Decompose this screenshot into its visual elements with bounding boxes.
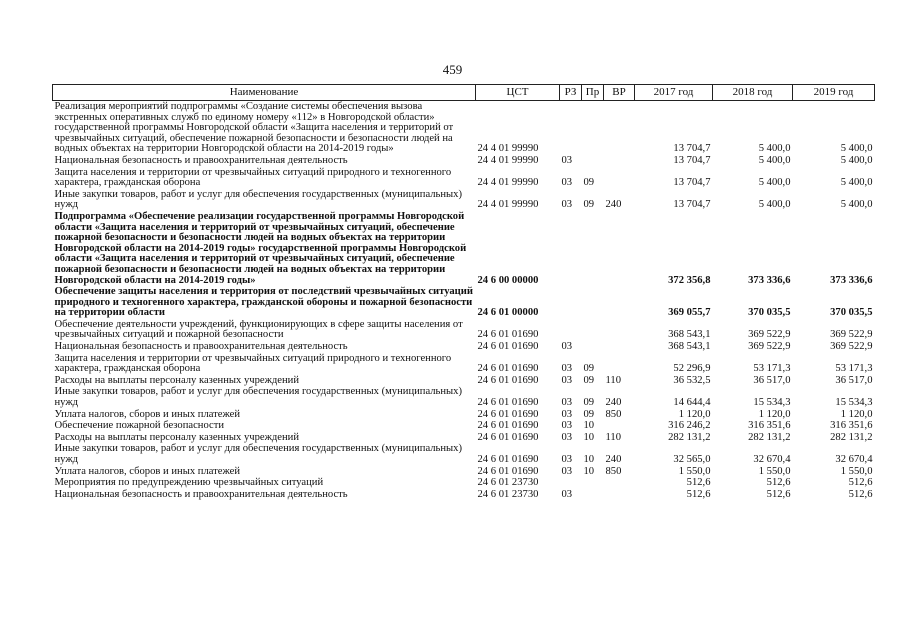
table-row [53, 443, 875, 465]
cell-2018: 5 400,0 [758, 199, 791, 211]
cell-pr [582, 477, 604, 489]
table-row [53, 386, 875, 408]
header-cst: ЦСТ [476, 85, 560, 101]
cell-pr: 10 [583, 431, 595, 443]
cell-cst: 24 4 01 99990 [477, 154, 539, 166]
cell-cst: 24 6 01 01690 [477, 341, 539, 353]
cell-name: Реализация мероприятий подпрограммы «Создание системы обеспечения вызова экстренных оперативных служб по единому номеру «112» в Новгородской области» государственной программы Новгородской области «Защита населения и территорий от чрезвычайных ситуаций, обеспечение пожарной безопасности и безопасности людей на водных объектах на территории Новгородской области на 2014-2019 годы» [54, 101, 454, 155]
cell-cst: 24 4 01 99990 [477, 199, 539, 211]
table-header-row [53, 85, 875, 101]
cell-cst: 24 6 01 23730 [477, 477, 539, 489]
header-name: Наименование [53, 85, 476, 101]
cell-name: Иные закупки товаров, работ и услуг для обеспечения государственных (муниципальных) нужд [54, 386, 462, 409]
cell-rz: 03 [561, 341, 573, 353]
cell-name: Национальная безопасность и правоохранительная деятельность [54, 341, 348, 353]
cell-cst: 24 6 01 01690 [477, 431, 539, 443]
cell-cst: 24 6 01 01690 [477, 363, 539, 375]
cell-rz [560, 319, 582, 341]
cell-2018: 1 550,0 [758, 465, 791, 477]
cell-pr: 09 [583, 408, 595, 420]
cell-2017: 32 565,0 [673, 454, 711, 465]
table-row [53, 167, 875, 189]
cell-name: Обеспечение пожарной безопасности [54, 420, 225, 432]
cell-2018: 53 171,3 [753, 363, 791, 375]
cell-2018: 369 522,9 [748, 341, 791, 353]
cell-2019: 15 534,3 [835, 397, 873, 409]
cell-2019: 5 400,0 [840, 143, 873, 155]
cell-vr: 240 [605, 199, 622, 211]
cell-vr [604, 489, 635, 501]
cell-pr: 10 [583, 465, 595, 477]
header-vr: ВР [604, 85, 635, 101]
cell-cst: 24 6 01 01690 [477, 454, 539, 465]
cell-2018: 5 400,0 [758, 143, 791, 155]
cell-cst: 24 6 01 01690 [477, 465, 539, 477]
cell-pr: 09 [583, 397, 595, 409]
cell-rz: 03 [561, 408, 573, 420]
cell-2018: 282 131,2 [748, 431, 791, 443]
cell-2019: 5 400,0 [840, 154, 873, 166]
cell-2017: 372 356,8 [668, 274, 711, 286]
cell-vr: 240 [605, 454, 622, 465]
cell-2018: 36 517,0 [753, 374, 791, 386]
cell-vr [604, 101, 635, 155]
cell-2017: 1 120,0 [678, 408, 711, 420]
cell-rz: 03 [561, 420, 573, 432]
cell-2017: 316 246,2 [668, 420, 711, 432]
cell-rz [560, 286, 582, 319]
cell-name: Расходы на выплаты персоналу казенных учреждений [54, 431, 299, 443]
cell-name: Уплата налогов, сборов и иных платежей [54, 465, 241, 477]
cell-vr [604, 319, 635, 341]
cell-2017: 368 543,1 [668, 341, 711, 353]
table-row [53, 375, 875, 387]
cell-rz: 03 [561, 374, 573, 386]
cell-vr: 850 [605, 465, 622, 477]
cell-rz: 03 [561, 363, 573, 375]
cell-2019: 5 400,0 [840, 199, 873, 211]
cell-vr: 850 [605, 408, 622, 420]
cell-pr [582, 155, 604, 167]
cell-2019: 36 517,0 [835, 374, 873, 386]
cell-2019: 282 131,2 [830, 431, 873, 443]
cell-cst: 24 6 01 23730 [477, 488, 539, 500]
cell-2019: 369 522,9 [830, 341, 873, 353]
cell-2019: 53 171,3 [835, 363, 873, 375]
table-row [53, 432, 875, 444]
cell-pr [582, 489, 604, 501]
cell-rz: 03 [561, 454, 573, 465]
cell-vr: 240 [605, 397, 622, 409]
cell-cst: 24 4 01 99990 [477, 143, 539, 155]
cell-name: Иные закупки товаров, работ и услуг для обеспечения государственных (муниципальных) нужд [54, 443, 462, 465]
cell-2018: 5 400,0 [758, 154, 791, 166]
cell-name: Национальная безопасность и правоохранительная деятельность [54, 488, 348, 500]
cell-2018: 15 534,3 [753, 397, 791, 409]
cell-vr [604, 420, 635, 432]
cell-cst: 24 6 01 00000 [477, 307, 539, 319]
cell-cst: 24 6 01 01690 [477, 408, 539, 420]
cell-2018: 369 522,9 [748, 329, 791, 341]
cell-rz: 03 [561, 431, 573, 443]
table-row [53, 211, 875, 286]
cell-2017: 52 296,9 [673, 363, 711, 375]
cell-2017: 13 704,7 [673, 199, 711, 211]
cell-pr [582, 341, 604, 353]
cell-2018: 512,6 [766, 477, 791, 489]
cell-cst: 24 6 00 00000 [477, 274, 539, 286]
cell-rz: 03 [561, 154, 573, 166]
cell-cst: 24 6 01 01690 [477, 420, 539, 432]
cell-vr: 110 [605, 374, 621, 386]
cell-2018: 32 670,4 [753, 454, 791, 465]
cell-name: Подпрограмма «Обеспечение реализации государственной программы Новгородской области «Защита населения и территорий от чрезвычайных ситуаций, обеспечение пожарной безопасности и безопасности людей на водных объектах на территории Новгородской области на 2014-2019 годы» государственной программы Новгородской области «Защита населения и территорий от чрезвычайных ситуаций, обеспечение пожарной безопасности и безопасности людей на водных объектах на территории Новгородской области на 2014-2019 годы» [54, 210, 467, 286]
cell-2017: 14 644,4 [673, 397, 711, 409]
cell-2019: 512,6 [848, 488, 873, 500]
cell-rz: 03 [561, 465, 573, 477]
cell-vr [604, 353, 635, 375]
table-row [53, 319, 875, 341]
cell-vr: 110 [605, 431, 621, 443]
cell-2018: 512,6 [766, 488, 791, 500]
cell-pr: 09 [583, 363, 595, 375]
cell-cst: 24 6 01 01690 [477, 329, 539, 341]
cell-2018: 1 120,0 [758, 408, 791, 420]
cell-name: Национальная безопасность и правоохранительная деятельность [54, 154, 348, 166]
cell-rz: 03 [561, 199, 573, 211]
cell-pr [582, 101, 604, 155]
cell-2017: 369 055,7 [668, 307, 711, 319]
header-2019: 2019 год [793, 85, 875, 101]
cell-vr [604, 341, 635, 353]
cell-2017: 368 543,1 [668, 329, 711, 341]
cell-pr [582, 211, 604, 286]
cell-2018: 370 035,5 [748, 307, 791, 319]
cell-rz [560, 477, 582, 489]
table-row [53, 489, 875, 501]
cell-2018: 5 400,0 [758, 177, 791, 189]
cell-2017: 1 550,0 [678, 465, 711, 477]
cell-pr: 09 [583, 177, 595, 189]
cell-pr [582, 319, 604, 341]
cell-rz: 03 [561, 177, 573, 189]
cell-2017: 13 704,7 [673, 143, 711, 155]
table-row [53, 286, 875, 319]
cell-name: Расходы на выплаты персоналу казенных учреждений [54, 374, 299, 386]
cell-2017: 512,6 [686, 477, 711, 489]
cell-name: Обеспечение защиты населения и территория от последствий чрезвычайных ситуаций природного и техногенного характера, гражданской обороны и пожарной безопасности на территории области [54, 286, 473, 319]
cell-2019: 369 522,9 [830, 329, 873, 341]
cell-2017: 13 704,7 [673, 177, 711, 189]
cell-2018: 316 351,6 [748, 420, 791, 432]
cell-2018: 373 336,6 [748, 274, 791, 286]
cell-cst: 24 4 01 99990 [477, 177, 539, 189]
table-row [53, 155, 875, 167]
cell-vr [604, 286, 635, 319]
cell-rz: 03 [561, 488, 573, 500]
cell-rz [560, 101, 582, 155]
cell-rz: 03 [561, 397, 573, 409]
cell-pr: 09 [583, 374, 595, 386]
cell-cst: 24 6 01 01690 [477, 397, 539, 409]
header-pr: Пр [582, 85, 604, 101]
budget-table [52, 84, 875, 500]
cell-2019: 32 670,4 [835, 454, 873, 465]
table-row [53, 420, 875, 432]
cell-name: Уплата налогов, сборов и иных платежей [54, 408, 241, 420]
cell-2019: 1 120,0 [840, 408, 873, 420]
cell-2019: 316 351,6 [830, 420, 873, 432]
cell-pr: 09 [583, 199, 595, 211]
cell-name: Иные закупки товаров, работ и услуг для обеспечения государственных (муниципальных) нужд [54, 188, 462, 211]
cell-cst: 24 6 01 01690 [477, 374, 539, 386]
cell-vr [604, 167, 635, 189]
cell-2019: 370 035,5 [830, 307, 873, 319]
cell-vr [604, 211, 635, 286]
cell-name: Мероприятия по предупреждению чрезвычайных ситуаций [54, 477, 324, 489]
cell-2017: 512,6 [686, 488, 711, 500]
table-body [53, 101, 875, 501]
cell-pr: 10 [583, 420, 595, 432]
table-row [53, 189, 875, 211]
page-number: 459 [442, 62, 463, 77]
cell-name: Обеспечение деятельности учреждений, функционирующих в сфере защиты населения от чрезвычайных ситуаций и пожарной безопасности [54, 318, 463, 341]
table-row [53, 409, 875, 421]
table-row [53, 353, 875, 375]
cell-vr [604, 155, 635, 167]
cell-2019: 1 550,0 [840, 465, 873, 477]
cell-2019: 373 336,6 [830, 274, 873, 286]
cell-2017: 13 704,7 [673, 154, 711, 166]
table-row [53, 341, 875, 353]
table-row [53, 101, 875, 155]
header-2018: 2018 год [713, 85, 793, 101]
table-row [53, 466, 875, 478]
cell-2019: 5 400,0 [840, 177, 873, 189]
cell-pr [582, 286, 604, 319]
cell-name: Защита населения и территории от чрезвычайных ситуаций природного и техногенного характера, гражданская оборона [54, 352, 452, 375]
table-row [53, 477, 875, 489]
header-rz: РЗ [560, 85, 582, 101]
cell-rz [560, 211, 582, 286]
cell-2017: 36 532,5 [673, 374, 711, 386]
header-2017: 2017 год [635, 85, 713, 101]
cell-name: Защита населения и территории от чрезвычайных ситуаций природного и техногенного характера, гражданская оборона [54, 166, 452, 189]
cell-pr: 10 [583, 454, 595, 465]
cell-2017: 282 131,2 [668, 431, 711, 443]
cell-2019: 512,6 [848, 477, 873, 489]
cell-vr [604, 477, 635, 489]
